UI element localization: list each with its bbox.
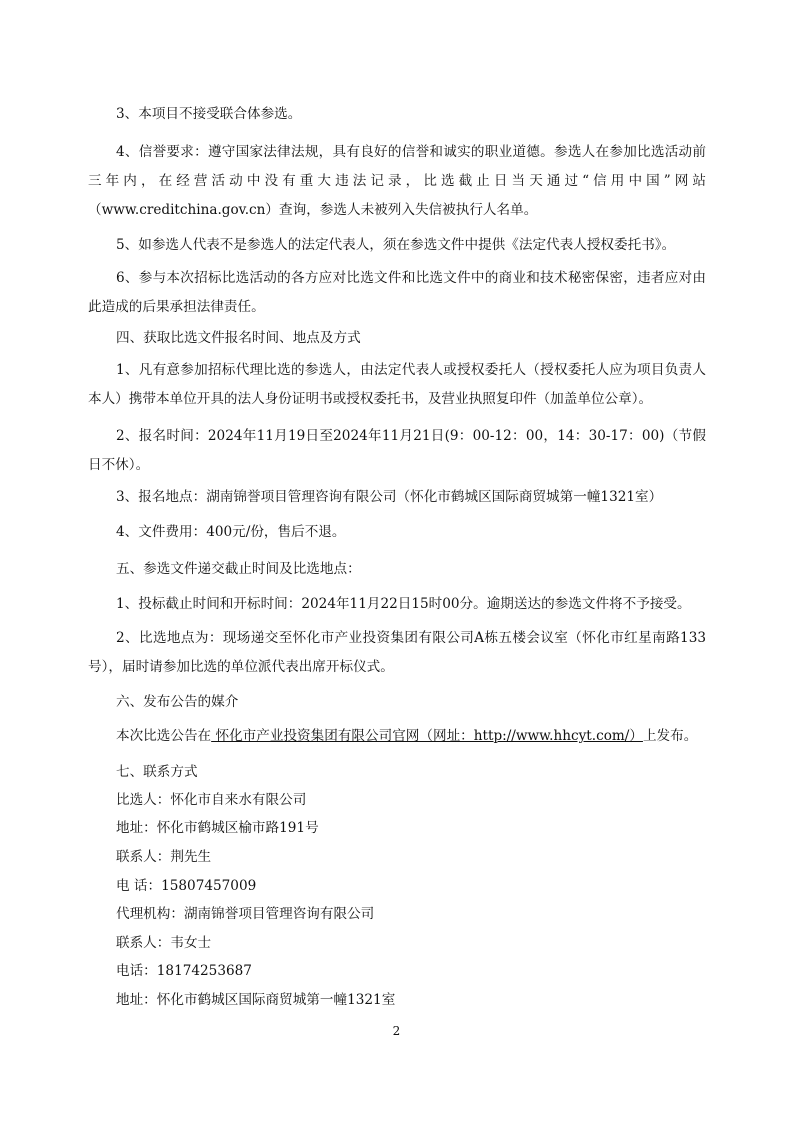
section-4-heading: 四、获取比选文件报名时间、地点及方式 xyxy=(116,330,361,346)
contact-bidder: 比选人：怀化市自来水有限公司 xyxy=(116,792,307,808)
section-5-item-2: 2、比选地点为：现场递交至怀化市产业投资集团有限公司A栋五楼会议室（怀化市红星南路133号），届时请参加比选的单位派代表出席开标仪式。 xyxy=(88,630,706,675)
section-4-item-1: 1、凡有意参加招标代理比选的参选人，由法定代表人或授权委托人（授权委托人应为项目负责人本人）携带本单位开具的法人身份证明书或授权委托书，及营业执照复印件（加盖单位公章）。 xyxy=(88,362,706,407)
contact-bidder-person: 联系人：荆先生 xyxy=(116,849,212,865)
page-number: 2 xyxy=(392,1024,401,1038)
section-4-item-4: 4、文件费用：400元/份，售后不退。 xyxy=(116,524,346,540)
media-website-link[interactable]: 怀化市产业投资集团有限公司官网（网址：http://www.hhcyt.com/） xyxy=(211,728,643,744)
media-suffix: 上发布。 xyxy=(642,728,698,744)
section-5-item-1: 1、投标截止时间和开标时间：2024年11月22日15时00分。逾期送达的参选文件将不予接受。 xyxy=(116,596,691,612)
section-5-heading: 五、参选文件递交截止时间及比选地点： xyxy=(116,561,361,577)
section-7-heading: 七、联系方式 xyxy=(116,764,198,780)
contact-bidder-phone: 电 话：15807457009 xyxy=(116,878,257,894)
section-4-item-2: 2、报名时间：2024年11月19日至2024年11月21日(9：00-12：00，14：30-17：00)（节假日不休）。 xyxy=(88,428,706,473)
contact-agency-address: 地址：怀化市鹤城区国际商贸城第一幢1321室 xyxy=(116,992,396,1008)
item-3-no-consortium: 3、本项目不接受联合体参选。 xyxy=(116,106,302,122)
contact-bidder-address: 地址：怀化市鹤城区榆市路191号 xyxy=(116,820,319,836)
contact-agency-phone: 电话：18174253687 xyxy=(116,963,252,979)
item-4-credit-requirement: 4、信誉要求：遵守国家法律法规，具有良好的信誉和诚实的职业道德。参选人在参加比选活动前三年内，在经营活动中没有重大违法记录，比选截止日当天通过“信用中国”网站（www.creditchina.gov.cn）查询，参选人未被列入失信被执行人名单。 xyxy=(88,144,706,218)
media-line xyxy=(88,722,706,751)
contact-agency-person: 联系人：韦女士 xyxy=(116,935,212,951)
item-6-confidentiality: 6、参与本次招标比选活动的各方应对比选文件和比选文件中的商业和技术秘密保密，违者应对由此造成的后果承担法律责任。 xyxy=(88,270,706,315)
contact-agency: 代理机构：湖南锦誉项目管理咨询有限公司 xyxy=(116,906,375,922)
item-5-authorization: 5、如参选人代表不是参选人的法定代表人，须在参选文件中提供《法定代表人授权委托书》。 xyxy=(116,237,676,253)
media-prefix: 本次比选公告在 xyxy=(116,728,212,744)
section-4-item-3: 3、报名地点：湖南锦誉项目管理咨询有限公司（怀化市鹤城区国际商贸城第一幢1321室） xyxy=(116,489,663,505)
section-6-heading: 六、发布公告的媒介 xyxy=(116,694,239,710)
